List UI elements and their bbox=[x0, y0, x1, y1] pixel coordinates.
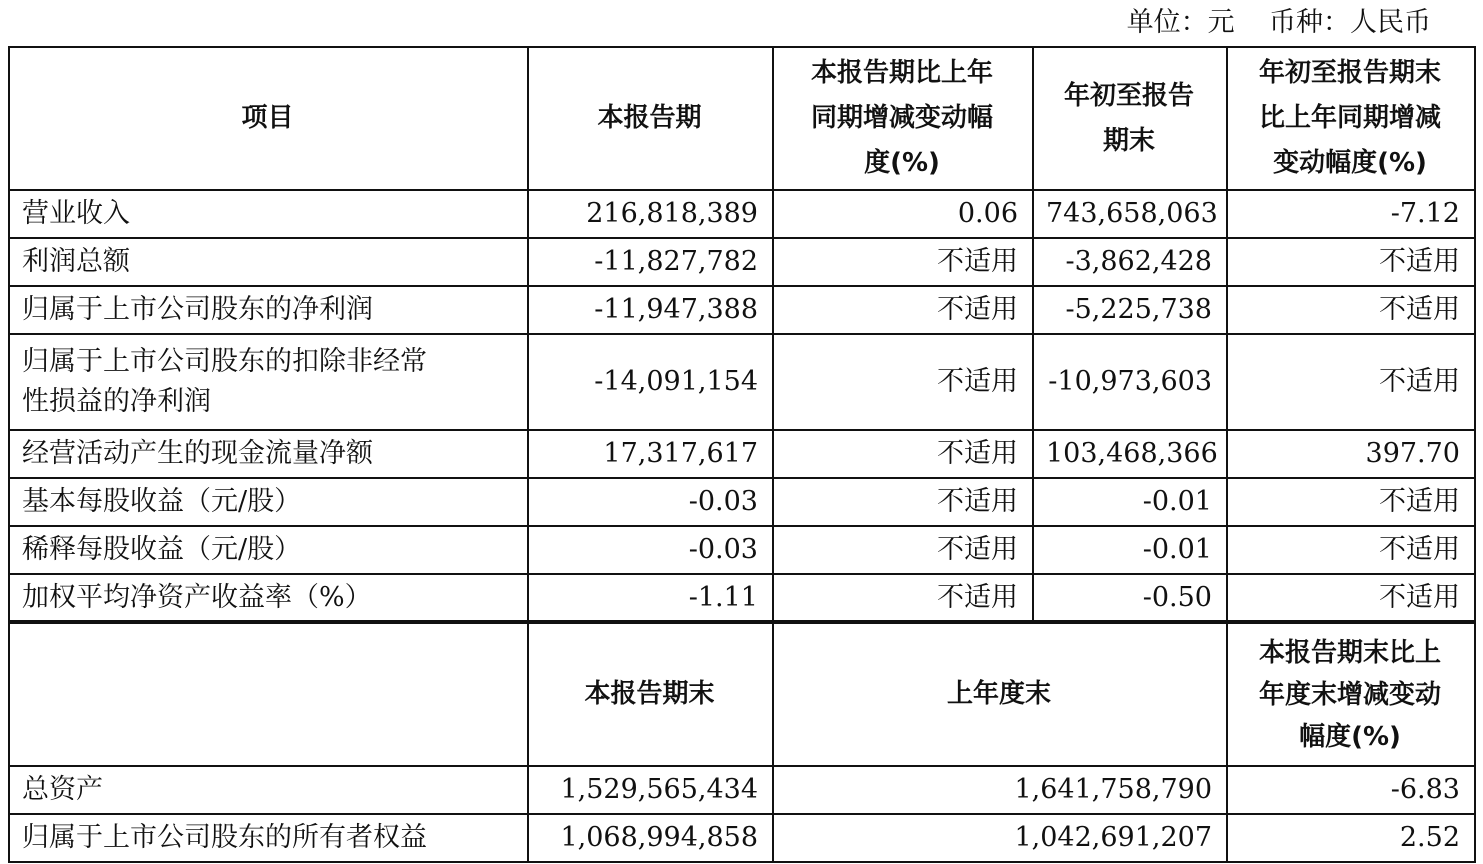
financial-data-table bbox=[8, 46, 1476, 863]
table-row bbox=[9, 286, 1475, 334]
prev-year-end-value: 1,641,758,790 bbox=[773, 766, 1227, 814]
current-period-value: -11,947,388 bbox=[528, 286, 773, 334]
balance-rows bbox=[9, 766, 1475, 862]
ytd-change-value: 不适用 bbox=[1227, 526, 1475, 574]
row-label: 基本每股收益（元/股） bbox=[9, 478, 528, 526]
current-change-value: 不适用 bbox=[773, 430, 1033, 478]
row-label: 归属于上市公司股东的扣除非经常 性损益的净利润 bbox=[9, 334, 528, 430]
period-end-change-value: -6.83 bbox=[1227, 766, 1475, 814]
table-row bbox=[9, 334, 1475, 430]
period-end-value: 1,529,565,434 bbox=[528, 766, 773, 814]
row-label: 利润总额 bbox=[9, 238, 528, 286]
table-row bbox=[9, 238, 1475, 286]
header-period-end-change: 本报告期末比上 年度末增减变动 幅度(%) bbox=[1227, 622, 1475, 766]
current-period-value: -11,827,782 bbox=[528, 238, 773, 286]
currency-unit-note: 单位：元 币种：人民币 bbox=[1126, 7, 1431, 38]
header-ytd-change: 年初至报告期末 比上年同期增减 变动幅度(%) bbox=[1227, 47, 1475, 190]
row-label: 总资产 bbox=[9, 766, 528, 814]
ytd-value: -10,973,603 bbox=[1033, 334, 1227, 430]
ytd-change-value: 不适用 bbox=[1227, 238, 1475, 286]
current-period-value: 216,818,389 bbox=[528, 190, 773, 238]
table-row bbox=[9, 190, 1475, 238]
header-period-end: 本报告期末 bbox=[528, 622, 773, 766]
current-change-value: 不适用 bbox=[773, 286, 1033, 334]
ytd-value: -0.50 bbox=[1033, 574, 1227, 622]
prev-year-end-value: 1,042,691,207 bbox=[773, 814, 1227, 862]
header-current-period: 本报告期 bbox=[528, 47, 773, 190]
row-label: 归属于上市公司股东的净利润 bbox=[9, 286, 528, 334]
header-item: 项目 bbox=[9, 47, 528, 190]
ytd-change-value: 397.70 bbox=[1227, 430, 1475, 478]
current-period-value: -1.11 bbox=[528, 574, 773, 622]
table-row bbox=[9, 430, 1475, 478]
ytd-change-value: 不适用 bbox=[1227, 574, 1475, 622]
ytd-value: -3,862,428 bbox=[1033, 238, 1227, 286]
ytd-value: -0.01 bbox=[1033, 478, 1227, 526]
current-change-value: 不适用 bbox=[773, 526, 1033, 574]
table-row bbox=[9, 766, 1475, 814]
ytd-change-value: 不适用 bbox=[1227, 478, 1475, 526]
header-current-change: 本报告期比上年 同期增减变动幅 度(%) bbox=[773, 47, 1033, 190]
table-row bbox=[9, 574, 1475, 622]
current-change-value: 不适用 bbox=[773, 238, 1033, 286]
table-row bbox=[9, 526, 1475, 574]
ytd-value: 743,658,063 bbox=[1033, 190, 1227, 238]
table-header-row bbox=[9, 47, 1475, 190]
period-end-value: 1,068,994,858 bbox=[528, 814, 773, 862]
ytd-change-value: 不适用 bbox=[1227, 334, 1475, 430]
row-label: 营业收入 bbox=[9, 190, 528, 238]
ytd-value: -0.01 bbox=[1033, 526, 1227, 574]
ytd-change-value: 不适用 bbox=[1227, 286, 1475, 334]
current-change-value: 不适用 bbox=[773, 574, 1033, 622]
header2-item bbox=[9, 622, 528, 766]
row-label: 加权平均净资产收益率（%） bbox=[9, 574, 528, 622]
table-row bbox=[9, 478, 1475, 526]
current-period-value: -14,091,154 bbox=[528, 334, 773, 430]
income-rows bbox=[9, 190, 1475, 622]
ytd-value: -5,225,738 bbox=[1033, 286, 1227, 334]
table-row bbox=[9, 814, 1475, 862]
row-label: 稀释每股收益（元/股） bbox=[9, 526, 528, 574]
ytd-value: 103,468,366 bbox=[1033, 430, 1227, 478]
header-ytd: 年初至报告 期末 bbox=[1033, 47, 1227, 190]
current-period-value: -0.03 bbox=[528, 526, 773, 574]
current-period-value: 17,317,617 bbox=[528, 430, 773, 478]
current-period-value: -0.03 bbox=[528, 478, 773, 526]
current-change-value: 0.06 bbox=[773, 190, 1033, 238]
header-prev-year-end: 上年度末 bbox=[773, 622, 1227, 766]
current-change-value: 不适用 bbox=[773, 478, 1033, 526]
period-end-change-value: 2.52 bbox=[1227, 814, 1475, 862]
current-change-value: 不适用 bbox=[773, 334, 1033, 430]
row-label: 归属于上市公司股东的所有者权益 bbox=[9, 814, 528, 862]
ytd-change-value: -7.12 bbox=[1227, 190, 1475, 238]
row-label: 经营活动产生的现金流量净额 bbox=[9, 430, 528, 478]
table-header-row-2 bbox=[9, 622, 1475, 766]
